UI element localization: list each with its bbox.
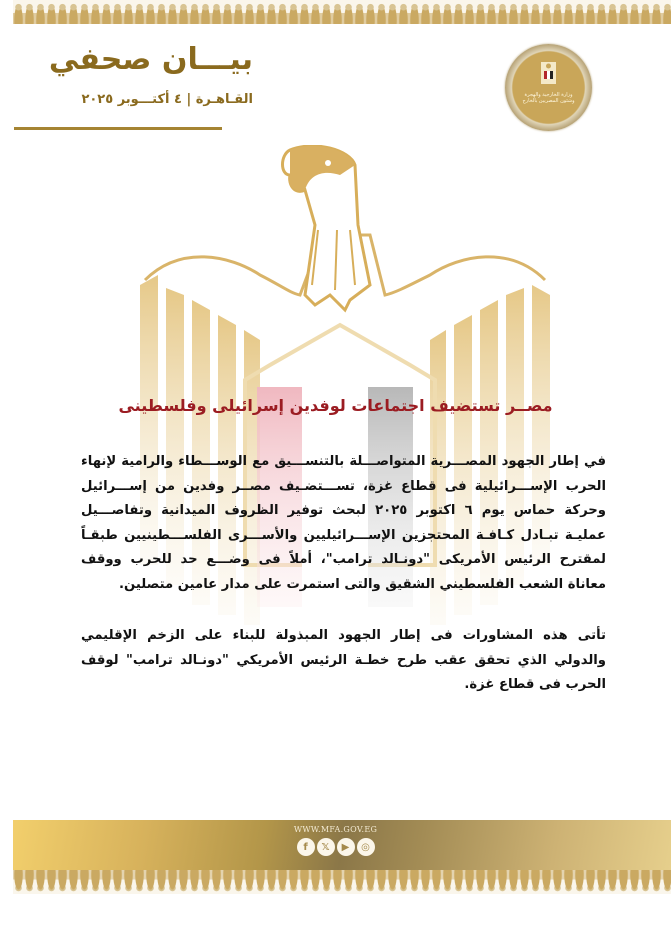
page-title: بيـــان صحفي [48,42,253,77]
body-paragraph-1: في إطار الجهود المصـــرية المتواصـــلة بالتنســـيق مع الوســـطاء والرامية لإنهاء الحرب الإســـرائيلية فى قطاع غزة، تســـتضـيف مصــر وفدين من إســـرائيل وحركة حماس يوم ٦ اكتوبر ٢٠٢٥ لبحث توفير الظروف الميدانية وتفاصـــيل عمليـة تبـادل كـافـة المحتجزين الإســـرائيليين والأســـرى الفلســـطينيين طبقـاً لمقترح الرئيس الأمريكى "دونـالد ترامب"، أملاً فى وضـــع حد للحرب ووقف معاناة الشعب الفلسطيني الشقيق والتى استمرت على مدار عامين متصلين. [81,454,606,592]
seal-text: وزارة الخارجية والهجرة وشئون المصريين بالخارج [522,92,575,104]
header-divider [14,127,222,130]
ministry-seal-logo [505,44,592,131]
eagle-emblem-icon [541,62,556,84]
x-icon[interactable]: 𝕏 [317,838,335,856]
website-link[interactable]: WWW.MFA.GOV.EG [293,825,378,834]
body-paragraph-2: تأتى هذه المشاورات فى إطار الجهود المبذولة للبناء على الزخم الإقليمي والدولي الذي تحقق عقب طرح خطـة الرئيس الأمريكي "دونـالد ترامب" لوقف الحرب فى قطاع غزة. [81,628,606,693]
instagram-icon[interactable]: ◎ [357,838,375,856]
youtube-icon[interactable]: ▶ [337,838,355,856]
headline: مصــر تستضيف اجتماعات لوفدين إسرائيلى وفلسطينى [118,396,553,415]
bottom-ornamental-border [13,870,671,894]
top-ornamental-border [13,0,671,24]
facebook-icon[interactable]: f [297,838,315,856]
social-links [0,838,671,856]
dateline: القـاهـرة | ٤ أكتـــوبر ٢٠٢٥ [81,92,253,107]
